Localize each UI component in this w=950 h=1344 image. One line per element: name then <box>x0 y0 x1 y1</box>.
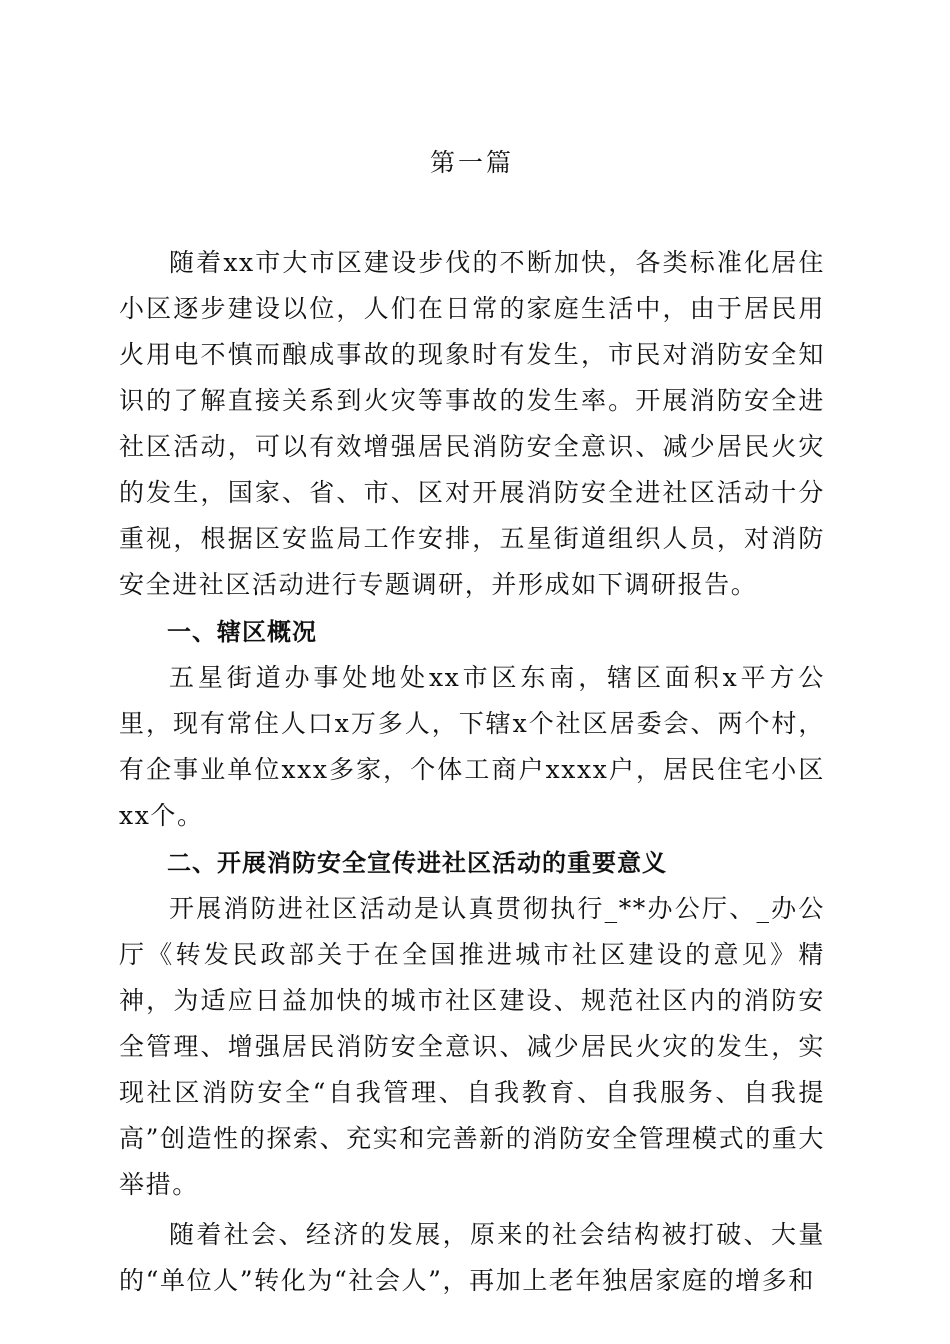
document-title: 第一篇 <box>429 148 514 177</box>
section-2-paragraph-2: 随着社会、经济的发展，原来的社会结构被打破、大量的“单位人”转化为“社会人”，再加上老年独居家庭的增多和 <box>119 1220 825 1295</box>
section-1-paragraph: 五星街道办事处地处xx市区东南，辖区面积x平方公里，现有常住人口x万多人，下辖x个社区居委会、两个村，有企事业单位xxx多家，个体工商户xxxx户，居民住宅小区xx个。 <box>119 663 825 830</box>
section-1-heading: 一、辖区概况 <box>167 618 317 646</box>
section-2-heading: 二、开展消防安全宣传进社区活动的重要意义 <box>167 849 667 877</box>
section-2-paragraph-1: 开展消防进社区活动是认真贯彻执行_**办公厅、_办公厅《转发民政部关于在全国推进城市社区建设的意见》精神，为适应日益加快的城市社区建设、规范社区内的消防安全管理、增强居民消防安全意识、减少居民火灾的发生，实现社区消防安全“自我管理、自我教育、自我服务、自我提高”创造性的探索、充实和完善新的消防安全管理模式的重大举措。 <box>119 894 825 1199</box>
document-body <box>119 140 825 1304</box>
intro-paragraph: 随着xx市大市区建设步伐的不断加快，各类标准化居住小区逐步建设以位，人们在日常的家庭生活中，由于居民用火用电不慎而酿成事故的现象时有发生，市民对消防安全知识的了解直接关系到火灾等事故的发生率。开展消防安全进社区活动，可以有效增强居民消防安全意识、减少居民火灾的发生，国家、省、市、区对开展消防安全进社区活动十分重视，根据区安监局工作安排，五星街道组织人员，对消防安全进社区活动进行专题调研，并形成如下调研报告。 <box>119 248 825 599</box>
